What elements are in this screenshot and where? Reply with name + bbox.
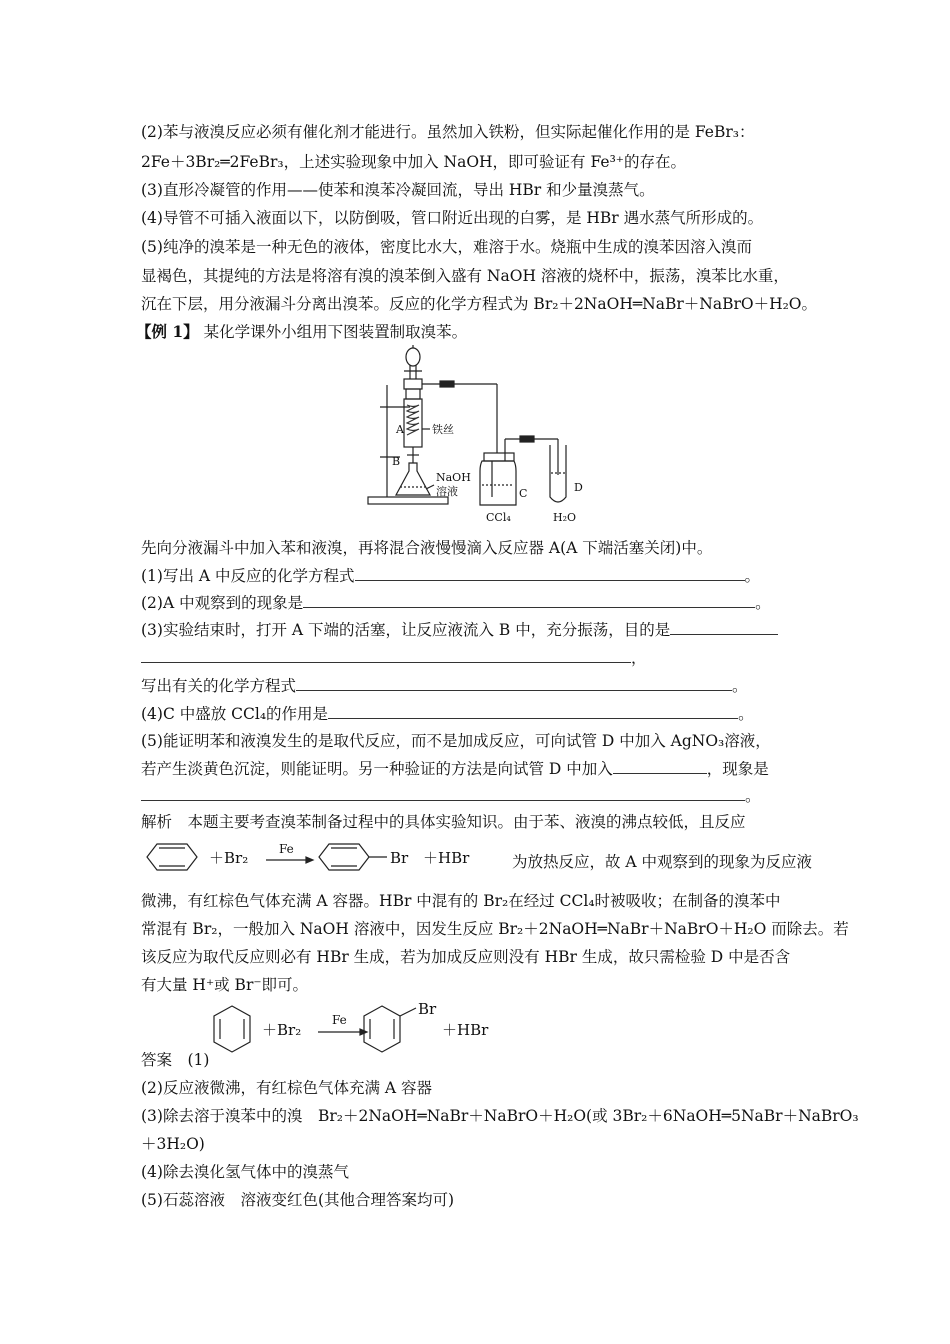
question-3b: 写出有关的化学方程式 。 xyxy=(141,677,748,695)
eq-catalyst-fe: Fe xyxy=(279,842,294,856)
label-A: A xyxy=(396,423,404,436)
answer-blank[interactable] xyxy=(670,619,778,635)
note-5c: 沉在下层，用分液漏斗分离出溴苯。反应的化学方程式为 Br₂＋2NaOH═NaBr＋NaBrO＋H₂O。 xyxy=(141,295,818,313)
answer-blank[interactable] xyxy=(296,675,732,691)
answer-blank[interactable] xyxy=(141,785,745,801)
eq-hbr: ＋HBr xyxy=(423,849,470,867)
answer-3a: (3)除去溶于溴苯中的溴 Br₂＋2NaOH═NaBr＋NaBrO＋H₂O(或 3Br₂＋6NaOH═5NaBr＋NaBrO₃ xyxy=(141,1107,859,1125)
note-4: (4)导管不可插入液面以下，以防倒吸，管口附近出现的白雾，是 HBr 遇水蒸气所形成的。 xyxy=(141,209,764,227)
label-solution: 溶液 xyxy=(436,485,458,498)
answer-blank[interactable] xyxy=(355,565,745,581)
label-C: C xyxy=(519,487,528,500)
answer-blank[interactable] xyxy=(328,703,738,719)
answer-blank[interactable] xyxy=(303,592,755,608)
answer-4: (4)除去溴化氢气体中的溴蒸气 xyxy=(141,1163,349,1181)
answer-eq-br2: ＋Br₂ xyxy=(262,1021,302,1039)
question-5-continuation: 。 xyxy=(141,785,761,806)
answer-3b: ＋3H₂O) xyxy=(141,1135,205,1153)
note-5a: (5)纯净的溴苯是一种无色的液体，密度比水大，难溶于水。烧瓶中生成的溴苯因溶入溴而 xyxy=(141,238,752,256)
answer-equation xyxy=(212,1002,512,1068)
eq-br2: ＋Br₂ xyxy=(209,849,249,867)
note-3: (3)直形冷凝管的作用——使苯和溴苯冷凝回流，导出 HBr 和少量溴蒸气。 xyxy=(141,181,655,199)
eq-br: Br xyxy=(390,849,409,867)
answer-5: (5)石蕊溶液 溶液变红色(其他合理答案均可) xyxy=(141,1191,455,1209)
question-3-continuation: ， xyxy=(141,647,647,668)
analysis-line-5: 该反应为取代反应则必有 HBr 生成，若为加成反应则没有 HBr 生成，故只需检验 D 中是否含 xyxy=(141,948,791,966)
question-5b: 若产生淡黄色沉淀，则能证明。另一种验证的方法是向试管 D 中加入 ，现象是 xyxy=(141,760,769,778)
question-5a: (5)能证明苯和液溴发生的是取代反应，而不是加成反应，可向试管 D 中加入 AgNO₃溶液， xyxy=(141,732,771,750)
question-2: (2)A 中观察到的现象是 。 xyxy=(141,594,771,612)
example-header xyxy=(136,322,467,342)
analysis-line-1: 解析 本题主要考查溴苯制备过程中的具体实验知识。由于苯、液溴的沸点较低，且反应 xyxy=(141,813,746,831)
note-2b: 2Fe＋3Br₂═2FeBr₃，上述实验现象中加入 NaOH，即可验证有 Fe³⁺的存在。 xyxy=(141,153,686,171)
label-B: B xyxy=(392,455,401,468)
question-1: (1)写出 A 中反应的化学方程式 。 xyxy=(141,567,761,585)
answer-blank[interactable] xyxy=(613,758,707,774)
answer-eq-fe: Fe xyxy=(332,1013,347,1027)
answer-eq-hbr: ＋HBr xyxy=(442,1021,489,1039)
analysis-line-3: 微沸，有红棕色气体充满 A 容器。HBr 中混有的 Br₂在经过 CCl₄时被吸收；在制备的溴苯中 xyxy=(141,892,781,910)
label-D: D xyxy=(574,481,583,494)
question-stem: 先向分液漏斗中加入苯和液溴，再将混合液慢慢滴入反应器 A(A 下端活塞关闭)中。 xyxy=(141,539,713,557)
label-h2o: H₂O xyxy=(553,511,577,524)
analysis-line-6: 有大量 H⁺或 Br⁻即可。 xyxy=(141,976,309,994)
analysis-line-2-tail: 为放热反应，故 A 中观察到的现象为反应液 xyxy=(512,853,813,871)
answer-2: (2)反应液微沸，有红棕色气体充满 A 容器 xyxy=(141,1079,433,1097)
example-intro: 某化学课外小组用下图装置制取溴苯。 xyxy=(203,323,468,341)
label-ccl4: CCl₄ xyxy=(486,511,511,524)
apparatus-diagram xyxy=(360,345,610,530)
analysis-line-4: 常混有 Br₂，一般加入 NaOH 溶液中，因发生反应 Br₂＋2NaOH═NaBr＋NaBrO＋H₂O 而除去。若 xyxy=(141,920,849,938)
answer-blank[interactable] xyxy=(141,647,631,663)
note-5b: 显褐色，其提纯的方法是将溶有溴的溴苯倒入盛有 NaOH 溶液的烧杯中，振荡，溴苯比水重， xyxy=(141,267,789,285)
question-3a: (3)实验结束时，打开 A 下端的活塞，让反应液流入 B 中，充分振荡，目的是 xyxy=(141,619,778,640)
note-2a: (2)苯与液溴反应必须有催化剂才能进行。虽然加入铁粉，但实际起催化作用的是 FeBr₃： xyxy=(141,123,755,141)
analysis-equation xyxy=(141,838,511,876)
answer-eq-br: Br xyxy=(418,1002,437,1018)
label-iron-wire: 铁丝 xyxy=(432,423,454,436)
answer-label: 答案 (1) xyxy=(141,1051,210,1069)
question-4: (4)C 中盛放 CCl₄的作用是 。 xyxy=(141,705,754,723)
example-tag: 【例 1】 xyxy=(136,322,199,341)
label-naoh: NaOH xyxy=(436,471,471,484)
